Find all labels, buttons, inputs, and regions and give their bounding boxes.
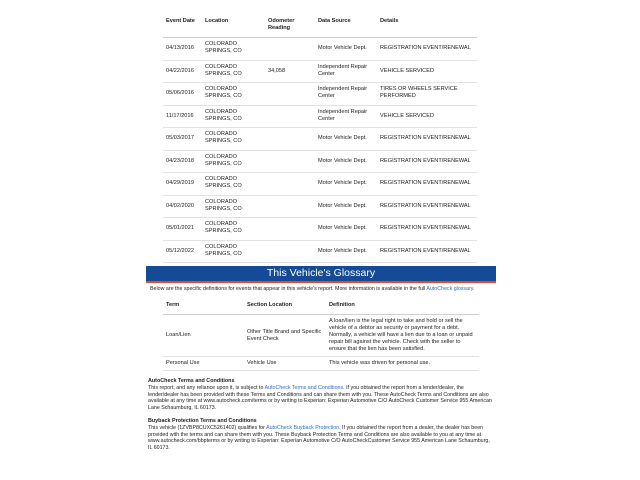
table-row	[163, 150, 477, 173]
event-date: 04/13/2016	[163, 38, 202, 61]
table-row	[163, 357, 479, 371]
table-row	[163, 240, 477, 263]
vehicle-history-table	[163, 14, 477, 263]
table-row	[163, 83, 477, 106]
event-date: 04/29/2019	[163, 173, 202, 196]
event-details: VEHICLE SERVICED	[377, 60, 477, 83]
data-source: Independent Repair Center	[315, 60, 377, 83]
glossary-header-row	[163, 298, 479, 315]
data-source: Motor Vehicle Dept.	[315, 150, 377, 173]
table-row	[163, 173, 477, 196]
data-source: Motor Vehicle Dept.	[315, 218, 377, 241]
event-details: VEHICLE SERVICED	[377, 105, 477, 128]
glossary-term: Personal Use	[163, 357, 244, 371]
header-details: Details	[377, 14, 477, 38]
event-location: COLORADO SPRINGS, CO	[202, 173, 265, 196]
event-location: COLORADO SPRINGS, CO	[202, 218, 265, 241]
buyback-terms-title: Buyback Protection Terms and Conditions	[148, 417, 257, 424]
odometer-reading: 34,058	[265, 60, 315, 83]
event-details: REGISTRATION EVENT/RENEWAL	[377, 218, 477, 241]
glossary-banner-accent	[146, 281, 496, 283]
event-details: REGISTRATION EVENT/RENEWAL	[377, 150, 477, 173]
header-odometer: Odometer Reading	[265, 14, 315, 38]
header-term: Term	[163, 298, 244, 315]
glossary-term: Loan/Lien	[163, 315, 244, 357]
event-date: 05/12/2022	[163, 240, 202, 263]
event-details: REGISTRATION EVENT/RENEWAL	[377, 128, 477, 151]
data-source: Independent Repair Center	[315, 83, 377, 106]
table-row	[163, 60, 477, 83]
data-source: Motor Vehicle Dept.	[315, 240, 377, 263]
event-details: REGISTRATION EVENT/RENEWAL	[377, 240, 477, 263]
header-event-date: Event Date	[163, 14, 202, 38]
autocheck-terms-post: . If you obtained the report from a lender/dealer, the lender/dealer has been provided with these Terms and Conditions and can share them with you. These AutoCheck Terms and Conditions are also available at any time at www.autocheck.com/terms or by writing to Experian: Experian Automotive C/O AutoCheck Customer Service 955 American Lane Schaumburg, IL 60173.	[148, 384, 492, 412]
table-row	[163, 128, 477, 151]
table-row	[163, 38, 477, 61]
odometer-reading	[265, 240, 315, 263]
event-date: 05/03/2017	[163, 128, 202, 151]
odometer-reading	[265, 105, 315, 128]
autocheck-terms-link[interactable]: AutoCheck Terms and Conditions	[264, 384, 344, 391]
buyback-terms-text	[148, 425, 494, 452]
header-definition: Definition	[326, 298, 479, 315]
odometer-reading	[265, 38, 315, 61]
event-date: 04/02/2020	[163, 195, 202, 218]
event-location: COLORADO SPRINGS, CO	[202, 38, 265, 61]
glossary-section: Other Title Brand and Specific Event Check	[244, 315, 326, 357]
glossary-intro-end: .	[473, 286, 475, 292]
event-location: COLORADO SPRINGS, CO	[202, 150, 265, 173]
glossary-table	[163, 298, 479, 371]
glossary-intro-text: Below are the specific definitions for events that appear in this vehicle's report. More information is available in the full	[150, 286, 427, 292]
odometer-reading	[265, 173, 315, 196]
table-row	[163, 195, 477, 218]
autocheck-terms-title: AutoCheck Terms and Conditions	[148, 378, 235, 384]
event-details: REGISTRATION EVENT/RENEWAL	[377, 195, 477, 218]
odometer-reading	[265, 195, 315, 218]
table-row	[163, 218, 477, 241]
event-date: 05/01/2021	[163, 218, 202, 241]
glossary-definition: A loan/lien is the legal right to take and hold or sell the vehicle of a debtor as security or payment for a debt. Normally, a vehicle will have a lien due to a loan or unpaid repair bill against the vehicle. Check with the seller to ensure that the lien has been satisfied.	[326, 315, 479, 357]
data-source: Motor Vehicle Dept.	[315, 173, 377, 196]
data-source: Motor Vehicle Dept.	[315, 38, 377, 61]
event-location: COLORADO SPRINGS, CO	[202, 83, 265, 106]
glossary-banner: This Vehicle's Glossary	[146, 266, 496, 281]
odometer-reading	[265, 150, 315, 173]
buyback-terms-pre: This vehicle (1ZVBP8CUXC5261402) qualifies for	[148, 424, 267, 431]
odometer-reading	[265, 83, 315, 106]
glossary-intro	[150, 286, 495, 293]
event-location: COLORADO SPRINGS, CO	[202, 105, 265, 128]
event-location: COLORADO SPRINGS, CO	[202, 240, 265, 263]
autocheck-glossary-link[interactable]: AutoCheck glossary	[426, 286, 474, 292]
header-data-source: Data Source	[315, 14, 377, 38]
glossary-definition: This vehicle was driven for personal use.	[326, 357, 479, 371]
table-row	[163, 105, 477, 128]
event-date: 05/06/2016	[163, 83, 202, 106]
data-source: Independent Repair Center	[315, 105, 377, 128]
history-header-row	[163, 14, 477, 38]
event-date: 04/23/2018	[163, 150, 202, 173]
event-date: 11/17/2016	[163, 105, 202, 128]
table-row	[163, 315, 479, 357]
odometer-reading	[265, 128, 315, 151]
data-source: Motor Vehicle Dept.	[315, 128, 377, 151]
event-location: COLORADO SPRINGS, CO	[202, 60, 265, 83]
event-details: TIRES OR WHEELS SERVICE PERFORMED	[377, 83, 477, 106]
autocheck-terms-text	[148, 385, 494, 412]
terms-section	[148, 378, 494, 458]
odometer-reading	[265, 218, 315, 241]
data-source: Motor Vehicle Dept.	[315, 195, 377, 218]
buyback-terms-post: . If you obtained the report from a dealer, the dealer has been provided with the terms and can share them with you. These Buyback Protection Terms and Conditions are also available to you at any time at www.autocheck.com/bbpterms or by writing to Experian: Experian Automotive C/O AutoCheckCustomer Service 955 American Lane Schaumburg, IL 60173.	[148, 424, 490, 452]
event-details: REGISTRATION EVENT/RENEWAL	[377, 173, 477, 196]
event-location: COLORADO SPRINGS, CO	[202, 195, 265, 218]
glossary-section: Vehicle Use	[244, 357, 326, 371]
buyback-protection-link[interactable]: AutoCheck Buyback Protection	[266, 424, 340, 431]
event-date: 04/22/2016	[163, 60, 202, 83]
header-section-location: Section Location	[244, 298, 326, 315]
event-details: REGISTRATION EVENT/RENEWAL	[377, 38, 477, 61]
header-location: Location	[202, 14, 265, 38]
autocheck-terms-pre: This report, and any reliance upon it, is subject to	[148, 384, 265, 391]
event-location: COLORADO SPRINGS, CO	[202, 128, 265, 151]
